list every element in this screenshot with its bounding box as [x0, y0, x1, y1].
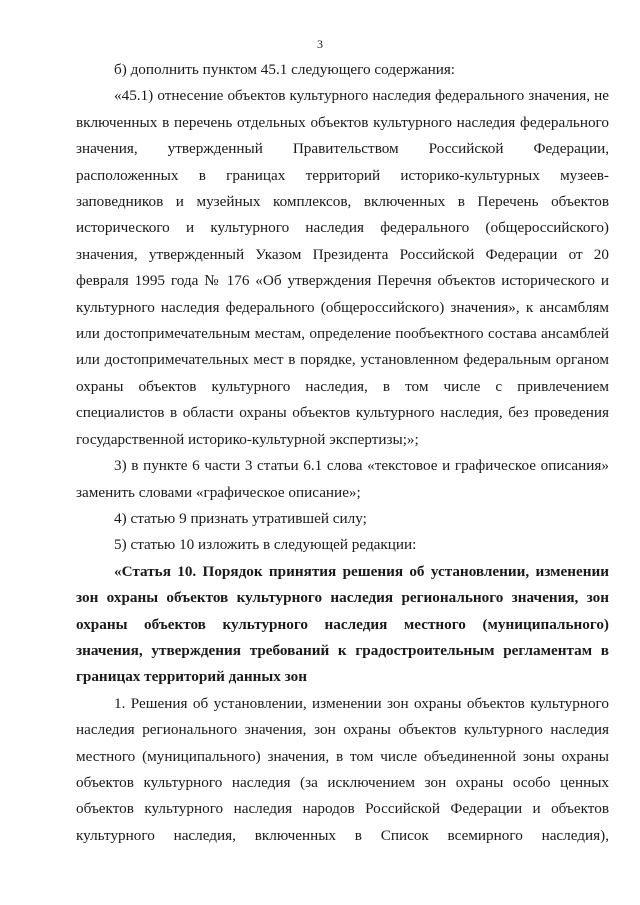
page-number: 3: [317, 37, 323, 51]
paragraph-item-b: б) дополнить пунктом 45.1 следующего содержания:: [114, 61, 456, 78]
paragraph-item-45-1: «45.1) отнесение объектов культурного наследия федерального значения, не включенных в перечень отдельных объектов культурного наследия федерального значения, утвержденный Правительством Российской Федерации, расположенных в границах территорий историко-культурных музеев-заповедников и музейных комплексов, включенных в Перечень объектов исторического и культурного наследия федерального (общероссийского) значения, утвержденный Указом Президента Российской Федерации от 20 февраля 1995 года № 176 «Об утверждения Перечня объектов исторического и культурного наследия федерального (общероссийского) значения», к ансамблям или достопримечательным местам, определение пообъектного состава ансамблей или достопримечательных мест в порядке, установленном федеральным органом охраны объектов культурного наследия, в том числе с привлечением специалистов в области охраны объектов культурного наследия, без проведения государственной историко-культурной экспертизы;»;: [76, 87, 609, 448]
article-10-heading: «Статья 10. Порядок принятия решения об установлении, изменении зон охраны объектов культурного наследия регионального значения, зон охраны объектов культурного наследия местного (муниципального) значения, утверждения требований к градостроительным регламентам в границах территорий данных зон: [76, 562, 609, 686]
article-10-part-1: 1. Решения об установлении, изменении зон охраны объектов культурного наследия регионального значения, зон охраны объектов культурного наследия местного (муниципального) значения, в том числе объединенной зоны охраны объектов культурного наследия (за исключением зон охраны особо ценных объектов культурного наследия народов Российской Федерации и объектов культурного наследия, включенных в Список всемирного наследия),: [76, 694, 609, 844]
paragraph-item-4: 4) статью 9 признать утратившей силу;: [114, 509, 367, 527]
document-body: [76, 57, 609, 849]
paragraph-item-3: 3) в пункте 6 части 3 статьи 6.1 слова «текстовое и графическое описания» заменить словами «графическое описание»;: [76, 457, 609, 501]
paragraph-item-5: 5) статью 10 изложить в следующей редакции:: [114, 536, 417, 554]
